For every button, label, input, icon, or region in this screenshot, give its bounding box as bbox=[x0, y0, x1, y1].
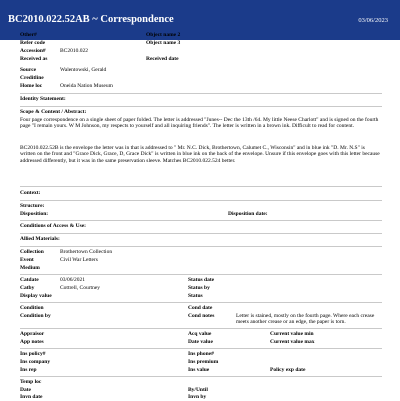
structure-label: Structure: bbox=[20, 203, 45, 209]
divider bbox=[20, 220, 382, 221]
invn-date-label: Invn date bbox=[20, 394, 43, 400]
source-value: Walentowski, Gerald bbox=[60, 67, 107, 73]
record-page bbox=[20, 32, 382, 400]
refer-code-label: Refer code bbox=[20, 40, 46, 46]
divider bbox=[20, 233, 382, 234]
event-label: Event bbox=[20, 257, 34, 263]
divider bbox=[20, 93, 382, 94]
accession-value: BC2010.022 bbox=[60, 48, 88, 54]
divider bbox=[20, 302, 382, 303]
ins-premium-label: Ins premium bbox=[188, 359, 219, 365]
context-label: Context: bbox=[20, 190, 41, 196]
identity-statement-label: Identity Statement: bbox=[20, 96, 66, 102]
cond-notes-value: Letter is stained, mostly on the fourth page. Where each crease meets another crease or an edge, the paper is torn. bbox=[236, 313, 375, 326]
record-title: BC2010.022.52AB ~ Correspondence bbox=[8, 14, 174, 25]
scope-paragraph-1: Four page correspondence on a single sheet of paper folded. The letter is addressed "Junes-- Dec the 13th /64. My little Neese Charlott" and is signed on the fourth page "I remain yours. W M Johnson, my respects to yourself and all inquiring friends". The letter is written in a brown ink. Difficult to read for content. bbox=[20, 117, 379, 130]
divider bbox=[20, 106, 382, 107]
divider bbox=[20, 328, 382, 329]
policy-exp-date-label: Policy exp date bbox=[270, 367, 306, 373]
appraisor-label: Appraisor bbox=[20, 331, 45, 337]
ins-phone-label: Ins phone# bbox=[188, 351, 214, 357]
catdate-value: 03/06/2021 bbox=[60, 277, 86, 283]
display-value-label: Display value bbox=[20, 293, 52, 299]
condition-by-label: Condition by bbox=[20, 313, 51, 319]
condition-label: Condition bbox=[20, 305, 44, 311]
object-name3-label: Object name 3 bbox=[146, 40, 181, 46]
collection-value: Brothertown Collection bbox=[60, 249, 113, 255]
current-value-min-label: Current value min bbox=[270, 331, 314, 337]
home-loc-value: Oneida Nation Museum bbox=[60, 83, 113, 89]
scope-paragraph-2: BC2010.022.52B is the envelope the letter was in that is addressed to " Mr. N.C. Dick, Brothertown, Calumet C., Wisconsin" and in blue ink "D. Mr. N.S" is written on the front and "Grace Dick, Grace, D, Grace Dick" is written in blue ink on the back of the envelope. Unsure if this envelope goes with this letter because addressed differently, but it was in the same preservation sleeve. Matches BC2010.022.524 better. bbox=[20, 145, 380, 164]
conditions-access-label: Conditions of Access & Use: bbox=[20, 223, 86, 229]
divider bbox=[20, 348, 382, 349]
date-label: Date bbox=[20, 387, 31, 393]
divider bbox=[20, 200, 382, 201]
ins-value-label: Ins value bbox=[188, 367, 210, 373]
accession-label: Accession# bbox=[20, 48, 46, 54]
event-value: Civil War Letters bbox=[60, 257, 98, 263]
divider bbox=[20, 186, 382, 187]
status-label: Status bbox=[188, 293, 203, 299]
source-label: Source bbox=[20, 67, 37, 73]
disposition-date-label: Disposition date: bbox=[228, 211, 268, 217]
disposition-label: Disposition: bbox=[20, 211, 49, 217]
catby-value: Cottrell, Courtney bbox=[60, 285, 101, 291]
cond-date-label: Cond date bbox=[188, 305, 213, 311]
ins-rep-label: Ins rep bbox=[20, 367, 37, 373]
other-num-label: Other# bbox=[20, 32, 37, 38]
date-value-label: Date value bbox=[188, 339, 213, 345]
scope-label: Scope & Content / Abstract: bbox=[20, 109, 87, 115]
status-date-label: Status date bbox=[188, 277, 215, 283]
invn-by-label: Invn by bbox=[188, 394, 207, 400]
object-name2-label: Object name 2 bbox=[146, 32, 181, 38]
creditline-label: Creditline bbox=[20, 75, 44, 81]
report-date: 03/06/2023 bbox=[358, 17, 388, 24]
catdate-label: Catdate bbox=[20, 277, 39, 283]
allied-materials-label: Allied Materials: bbox=[20, 236, 60, 242]
app-notes-label: App notes bbox=[20, 339, 44, 345]
received-as-label: Received as bbox=[20, 56, 48, 62]
divider bbox=[20, 246, 382, 247]
ins-policy-label: Ins policy# bbox=[20, 351, 46, 357]
divider bbox=[20, 274, 382, 275]
ins-company-label: Ins company bbox=[20, 359, 51, 365]
acq-value-label: Acq value bbox=[188, 331, 212, 337]
status-by-label: Status by bbox=[188, 285, 210, 291]
collection-label: Collection bbox=[20, 249, 44, 255]
medium-label: Medium bbox=[20, 265, 40, 271]
received-date-label: Received date bbox=[146, 56, 179, 62]
current-value-max-label: Current value max bbox=[270, 339, 315, 345]
catby-label: Catby bbox=[20, 285, 35, 291]
divider bbox=[20, 376, 382, 377]
home-loc-label: Home loc bbox=[20, 83, 43, 89]
temp-loc-label: Temp loc bbox=[20, 379, 42, 385]
by-until-label: By/Until bbox=[188, 387, 208, 393]
cond-notes-label: Cond notes bbox=[188, 313, 215, 319]
